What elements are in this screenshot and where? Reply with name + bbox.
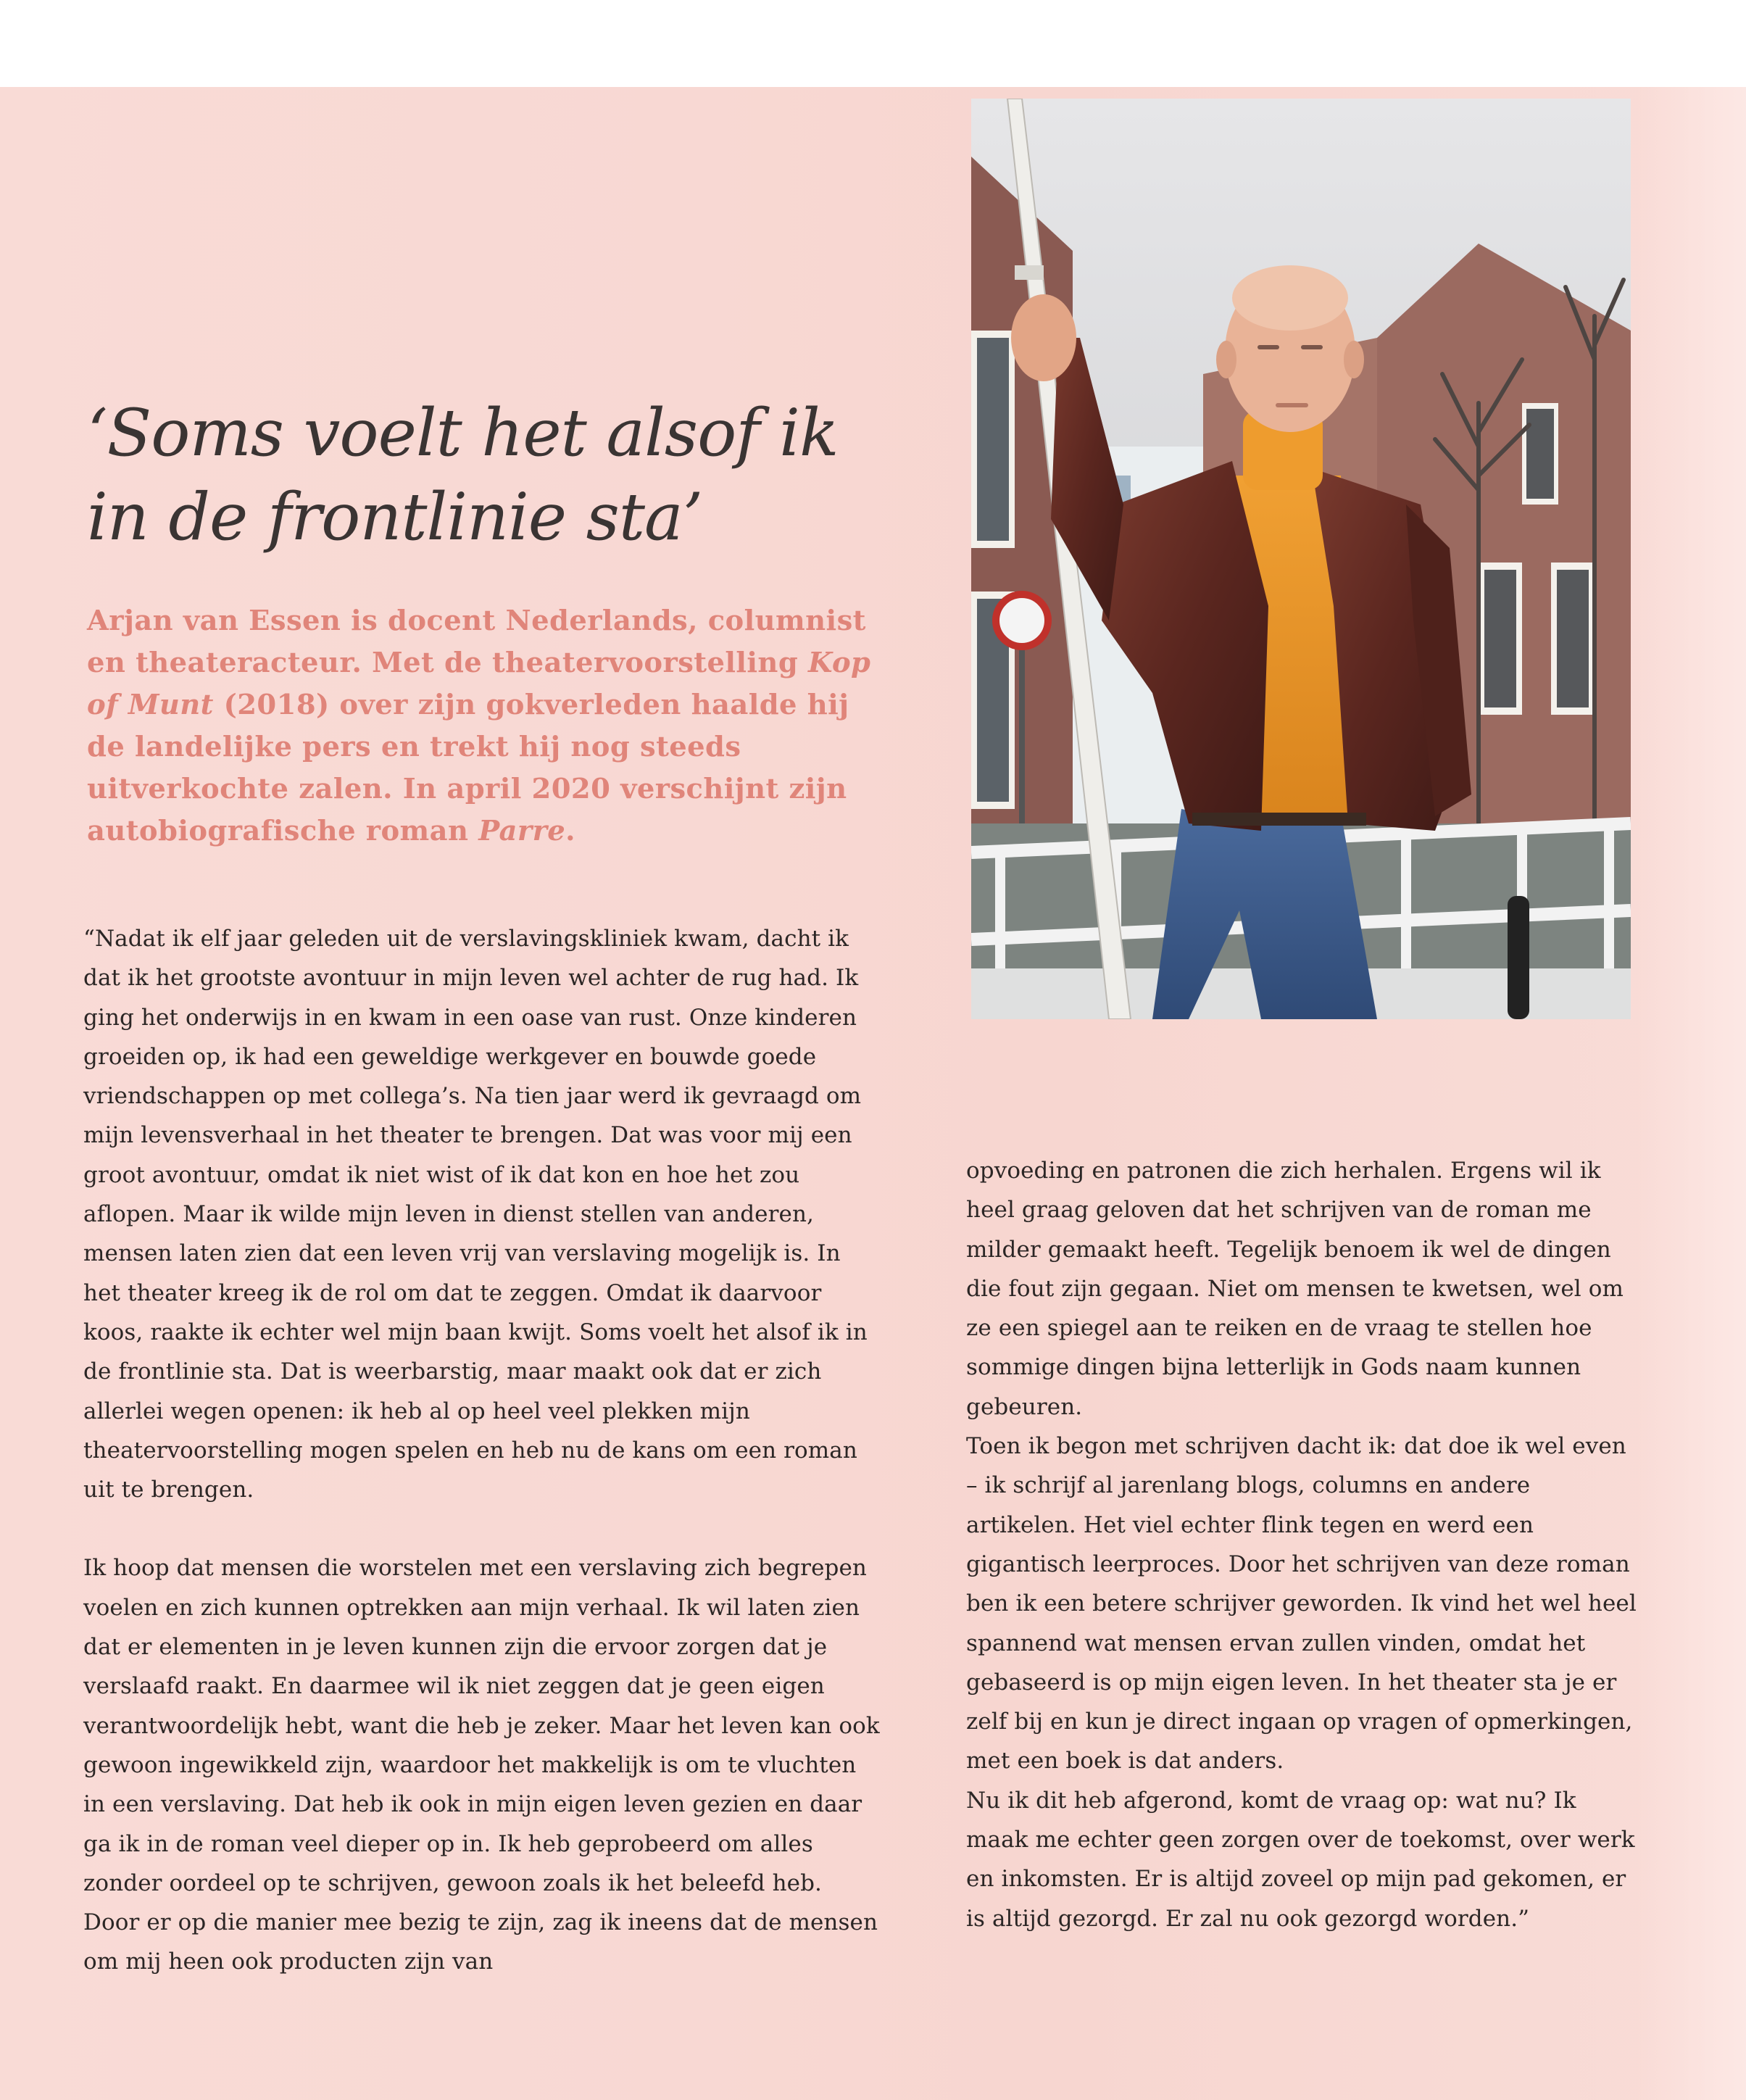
article-intro [87, 600, 877, 852]
body-paragraph: “Nadat ik elf jaar geleden uit de verslavingskliniek kwam, dacht ik dat ik het grootste avontuur in mijn leven wel achter de rug had. Ik ging het onderwijs in en kwam in een oase van rust. Onze kinderen groeiden op, ik had een geweldige werkgever en bouwde goede vriendschappen op met collega’s. Na tien jaar werd ik gevraagd om mijn levensverhaal in het theater te brengen. Dat was voor mij een groot avontuur, omdat ik niet wist of ik dat kon en hoe het zou aflopen. Maar ik wilde mijn leven in dienst stellen van anderen, mensen laten zien dat een leven vrij van verslaving mogelijk is. In het theater kreeg ik de rol om dat te zeggen. Omdat ik daarvoor koos, raakte ik echter wel mijn baan kwijt. Soms voelt het alsof ik in de frontlinie sta. Dat is weerbarstig, maar maakt ook dat er zich allerlei wegen openen: ik heb al op heel veel plekken mijn theatervoorstelling mogen spelen en heb nu de kans om een roman uit te brengen. [83, 926, 868, 1503]
body-paragraph: Ik hoop dat mensen die worstelen met een verslaving zich begrepen voelen en zich kunnen optrekken aan mijn verhaal. Ik wil laten zien dat er elementen in je leven kunnen zijn die ervoor zorgen dat je verslaafd raakt. En daarmee wil ik niet zeggen dat je geen eigen verantwoordelijk hebt, want die heb je zeker. Maar het leven kan ook gewoon ingewikkeld zijn, waardoor het makkelijk is om te vluchten in een verslaving. Dat heb ik ook in mijn eigen leven gezien en daar ga ik in de roman veel dieper op in. Ik heb geprobeerd om alles zonder oordeel op te schrijven, gewoon zoals ik het beleefd heb. Door er op die manier mee bezig te zijn, zag ik ineens dat de mensen om mij heen ook producten zijn van [83, 1555, 880, 1975]
intro-text-3: . [565, 815, 575, 847]
body-column-right [966, 1151, 1640, 1938]
intro-text-2: (2018) over zijn gokverleden haalde hij de landelijke pers en trekt hij nog steeds uitverkochte zalen. In april 2020 verschijnt zijn autobiografische roman [87, 689, 849, 847]
article-headline [87, 391, 920, 560]
headline-line-2: in de frontlinie sta’ [87, 479, 703, 555]
intro-novel-title: Parre [478, 815, 566, 847]
body-paragraph: Toen ik begon met schrijven dacht ik: dat doe ik wel even – ik schrijf al jarenlang blogs, columns en andere artikelen. Het viel echter flink tegen en werd een gigantisch leerproces. Door het schrijven van deze roman ben ik een betere schrijver geworden. Ik vind het wel heel spannend wat mensen ervan zullen vinden, omdat het gebaseerd is op mijn eigen leven. In het theater sta je er zelf bij en kun je direct ingaan op vragen of opmerkingen, met een boek is dat anders. [966, 1433, 1637, 1775]
intro-text-1: Arjan van Essen is docent Nederlands, columnist en theateracteur. Met de theatervoorstelling [87, 605, 866, 679]
page-edge [1637, 87, 1746, 2100]
body-paragraph: opvoeding en patronen die zich herhalen. Ergens wil ik heel graag geloven dat het schrijven van de roman me milder gemaakt heeft. Tegelijk benoem ik wel de dingen die fout zijn gegaan. Niet om mensen te kwetsen, wel om ze een spiegel aan te reiken en de vraag te stellen hoe sommige dingen bijna letterlijk in Gods naam kunnen gebeuren. [966, 1158, 1624, 1420]
headline-line-1: ‘Soms voelt het alsof ik [87, 395, 839, 471]
body-column-left [83, 919, 881, 1982]
body-paragraph: Nu ik dit heb afgerond, komt de vraag op: wat nu? Ik maak me echter geen zorgen over de toekomst, over werk en inkomsten. Er is altijd zoveel op mijn pad gekomen, er is altijd gezorgd. Er zal nu ook gezorgd worden.” [966, 1787, 1635, 1932]
portrait-photo [971, 99, 1631, 1019]
intro-show-title: Kop of Munt [87, 647, 871, 721]
